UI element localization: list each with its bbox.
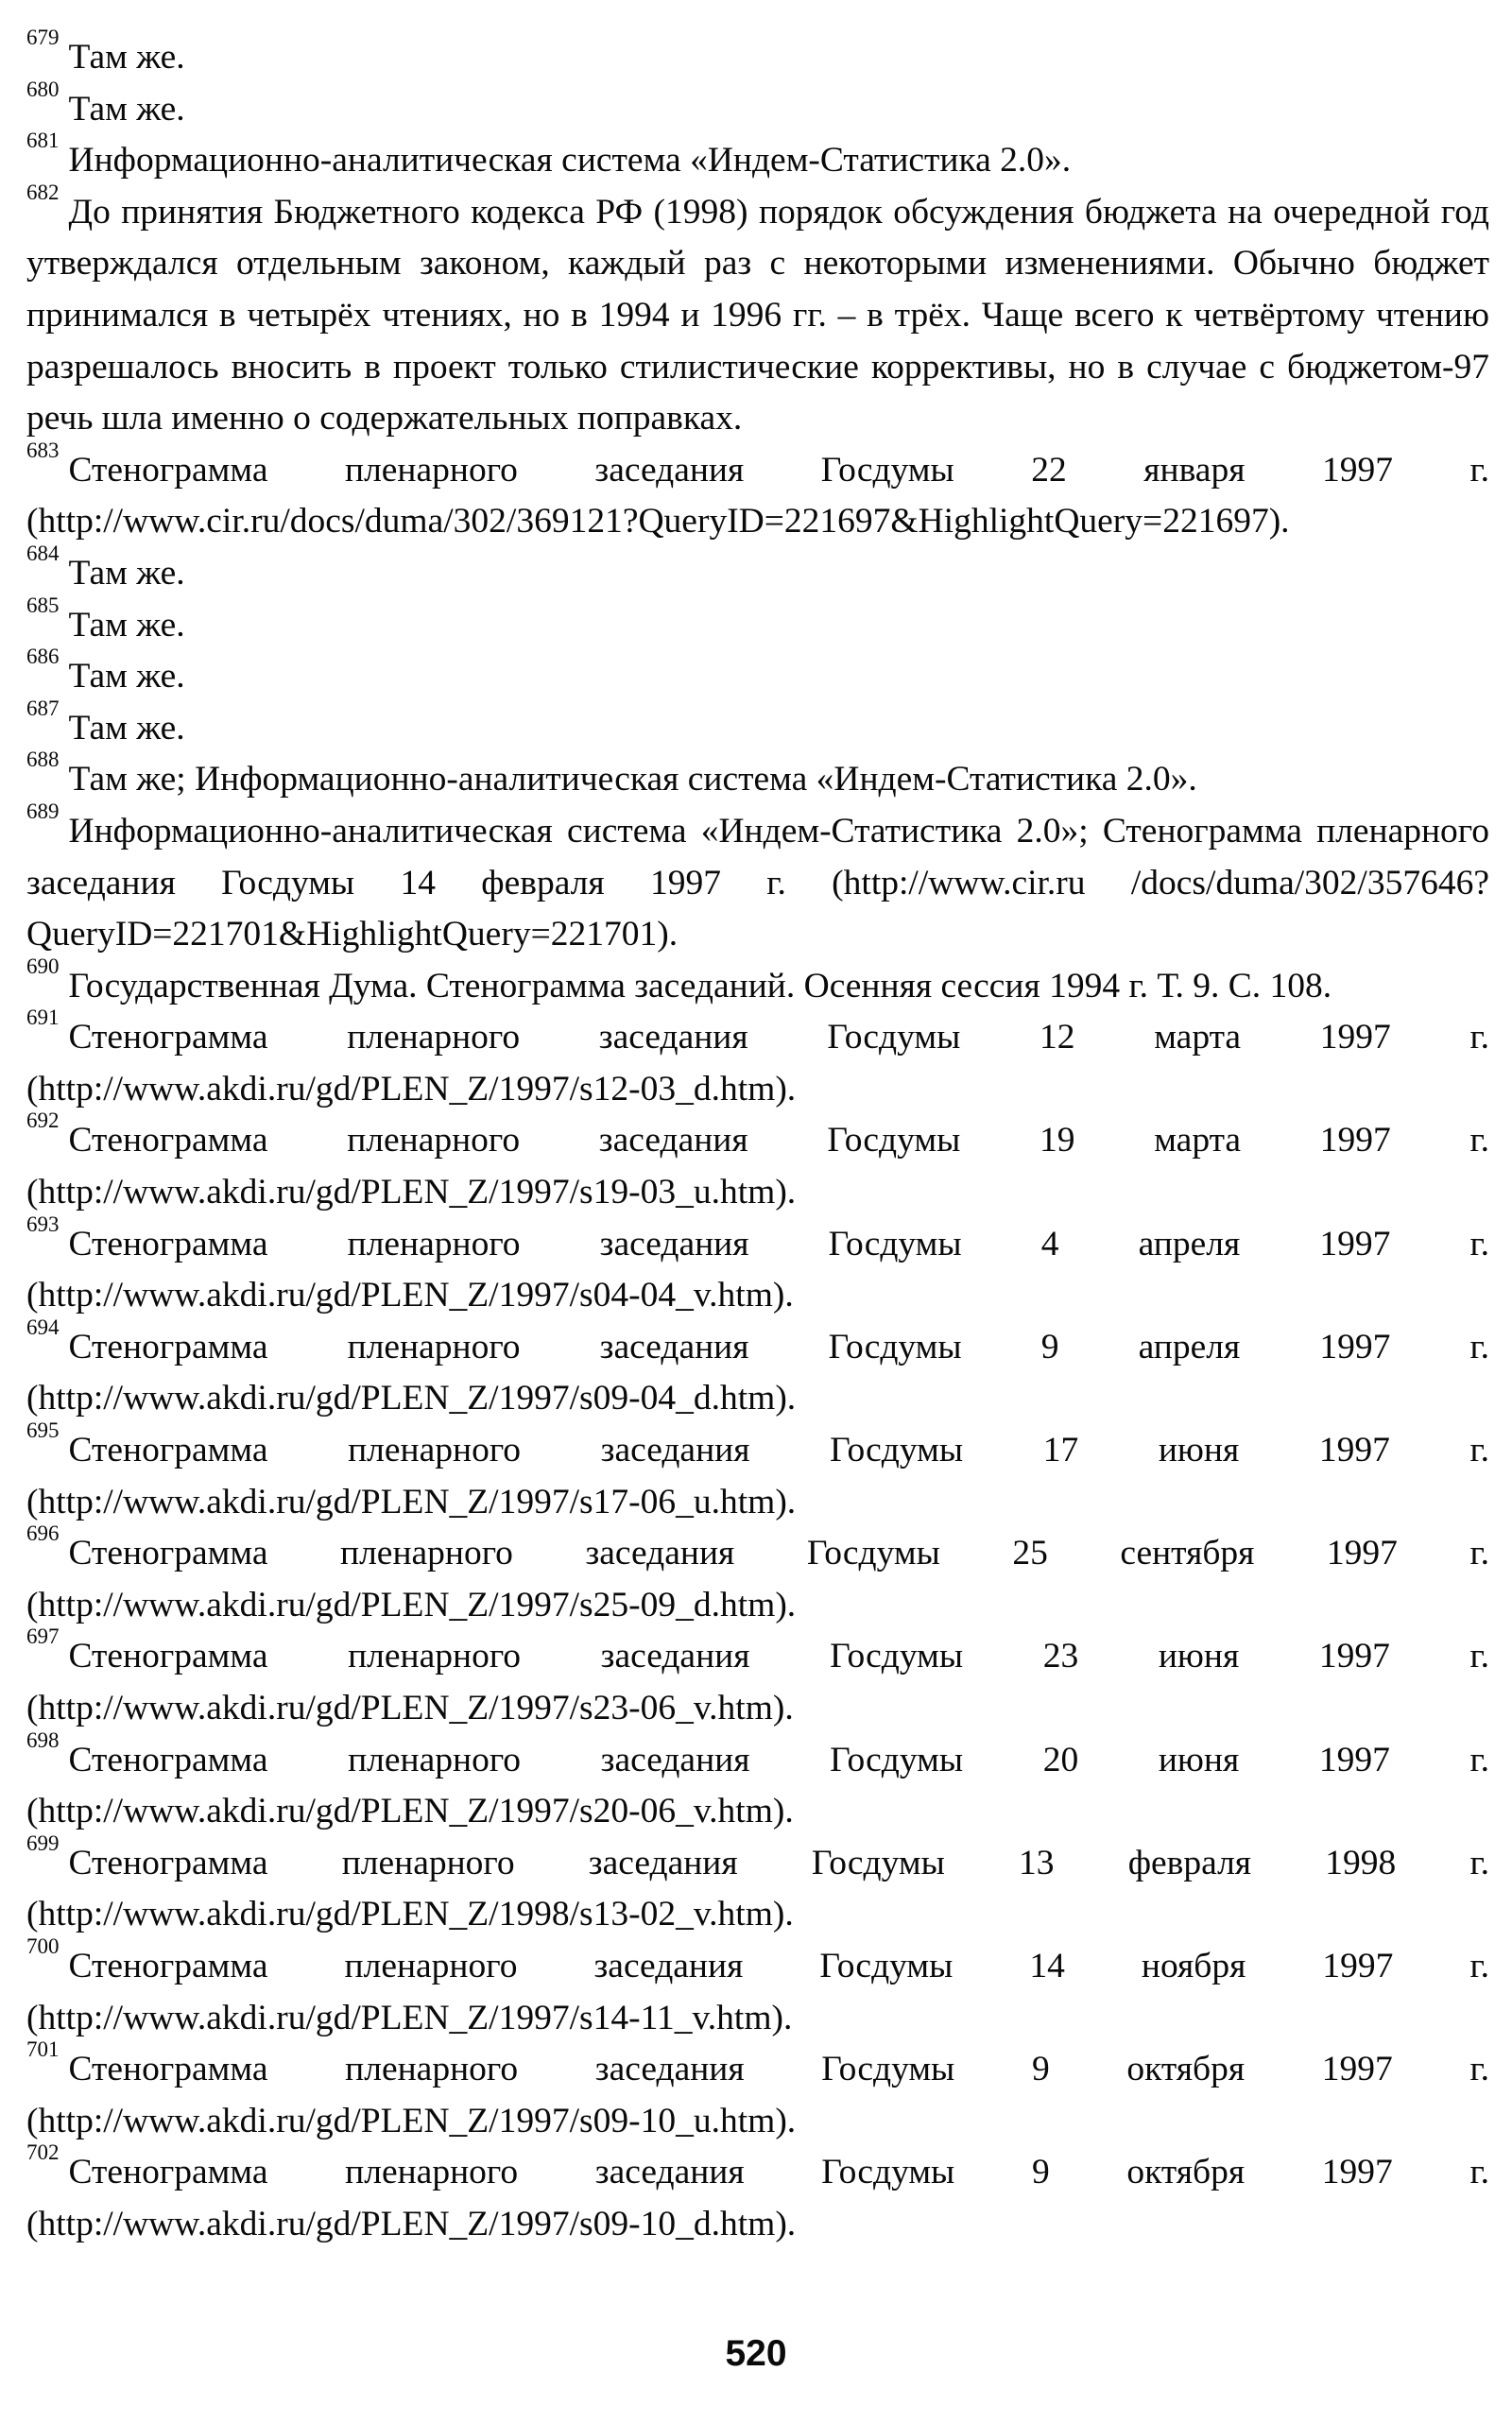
footnote (26, 2037, 1489, 2147)
footnote (26, 1212, 1489, 1322)
footnote-number: 701 (26, 2037, 60, 2062)
footnote-text: Там же. (68, 38, 185, 77)
footnote-number: 679 (26, 26, 60, 49)
footnote (26, 748, 1489, 806)
footnote-text: Стенограмма пленарного заседания Госдумы 14 ноября 1997 г. (http://www.akdi.ru/gd/PLEN_Z/1997/s14-11_v.htm). (26, 1946, 1489, 2037)
footnote (26, 1727, 1489, 1838)
footnote-text: Стенограмма пленарного заседания Госдумы 13 февраля 1998 г. (http://www.akdi.ru/gd/PLEN_Z/1998/s13-02_v.htm). (26, 1843, 1489, 1934)
footnote-number: 693 (26, 1212, 60, 1236)
footnote (26, 1315, 1489, 1425)
footnote-text: Там же. (68, 89, 185, 129)
footnote-number: 682 (26, 180, 60, 204)
footnote-text: Стенограмма пленарного заседания Госдумы 9 апреля 1997 г. (http://www.akdi.ru/gd/PLEN_Z/1997/s09-04_d.htm). (26, 1327, 1489, 1418)
footnote (26, 644, 1489, 703)
footnote-text: Там же. (68, 553, 185, 593)
footnote-text: Там же; Информационно-аналитическая система «Индем-Статистика 2.0». (68, 760, 1197, 799)
footnote-number: 680 (26, 77, 60, 101)
footnote-number: 702 (26, 2140, 60, 2165)
footnote-text: До принятия Бюджетного кодекса РФ (1998) порядок обсуждения бюджета на очередной год утверждался отдельным законом, каждый раз с некоторыми изменениями. Обычно бюджет принимался в четырёх чтениях, но в 1994 и 1996 гг. – в трёх. Чаще всего к четвёртому чтению разрешалось вносить в проект только стилистические коррективы, но в случае с бюджетом-97 речь шла именно о содержательных поправках. (26, 192, 1489, 438)
footnote (26, 1933, 1489, 2044)
footnote-number: 688 (26, 748, 60, 772)
footnote-text: Стенограмма пленарного заседания Госдумы 20 июня 1997 г. (http://www.akdi.ru/gd/PLEN_Z/1997/s20-06_v.htm). (26, 1740, 1489, 1831)
footnote-text: Стенограмма пленарного заседания Госдумы 9 октября 1997 г. (http://www.akdi.ru/gd/PLEN_Z/1997/s09-10_d.htm). (26, 2153, 1489, 2243)
footnote-text: Информационно-аналитическая система «Индем-Статистика 2.0»; Стенограмма пленарного заседания Госдумы 14 февраля 1997 г. (http://www.cir.ru /docs/duma/302/357646?QueryID=221701&HighlightQuery=221701). (26, 811, 1489, 954)
footnote (26, 77, 1489, 136)
footnote (26, 1418, 1489, 1528)
footnote-text: Информационно-аналитическая система «Индем-Статистика 2.0». (68, 141, 1072, 180)
footnote-text: Государственная Дума. Стенограмма заседаний. Осенняя сессия 1994 г. Т. 9. С. 108. (68, 966, 1332, 1005)
footnote (26, 2140, 1489, 2250)
footnote-number: 684 (26, 541, 60, 565)
footnote (26, 1830, 1489, 1941)
footnote-number: 690 (26, 954, 60, 978)
footnote-number: 683 (26, 438, 60, 462)
footnotes-list (26, 26, 1489, 2251)
footnote (26, 1108, 1489, 1218)
footnote-number: 689 (26, 799, 60, 823)
footnote (26, 438, 1489, 548)
footnote-number: 695 (26, 1418, 60, 1443)
footnote-number: 686 (26, 644, 60, 669)
footnote (26, 1005, 1489, 1115)
footnote (26, 541, 1489, 600)
footnote-text: Стенограмма пленарного заседания Госдумы 12 марта 1997 г. (http://www.akdi.ru/gd/PLEN_Z/1997/s12-03_d.htm). (26, 1018, 1489, 1108)
footnote-text: Стенограмма пленарного заседания Госдумы 17 июня 1997 г. (http://www.akdi.ru/gd/PLEN_Z/1997/s17-06_u.htm). (26, 1431, 1489, 1521)
footnote-text: Там же. (68, 708, 185, 748)
footnote-number: 697 (26, 1624, 60, 1649)
footnote (26, 1624, 1489, 1734)
footnote-text: Стенограмма пленарного заседания Госдумы 4 апреля 1997 г. (http://www.akdi.ru/gd/PLEN_Z/1997/s04-04_v.htm). (26, 1224, 1489, 1315)
footnote-text: Стенограмма пленарного заседания Госдумы 23 июня 1997 г. (http://www.akdi.ru/gd/PLEN_Z/1997/s23-06_v.htm). (26, 1637, 1489, 1727)
page-number: 520 (725, 2333, 787, 2374)
footnote (26, 593, 1489, 652)
footnote-number: 698 (26, 1727, 60, 1752)
footnote-number: 687 (26, 696, 60, 720)
footnote-number: 692 (26, 1108, 60, 1133)
footnote-text: Стенограмма пленарного заседания Госдумы 9 октября 1997 г. (http://www.akdi.ru/gd/PLEN_Z/1997/s09-10_u.htm). (26, 2050, 1489, 2140)
footnote (26, 799, 1489, 961)
footnote-number: 681 (26, 129, 60, 153)
footnote-number: 685 (26, 593, 60, 617)
footnote (26, 129, 1489, 187)
footnote (26, 954, 1489, 1013)
footnote-number: 691 (26, 1005, 60, 1030)
footnote (26, 26, 1489, 84)
footnote-number: 696 (26, 1521, 60, 1546)
footnote-text: Там же. (68, 605, 185, 644)
footnote-text: Стенограмма пленарного заседания Госдумы 19 марта 1997 г. (http://www.akdi.ru/gd/PLEN_Z/1997/s19-03_u.htm). (26, 1121, 1489, 1212)
footnote-number: 699 (26, 1830, 60, 1855)
footnote-text: Стенограмма пленарного заседания Госдумы 25 сентября 1997 г. (http://www.akdi.ru/gd/PLEN_Z/1997/s25-09_d.htm). (26, 1534, 1489, 1624)
footnote-number: 694 (26, 1315, 60, 1339)
footnote (26, 1521, 1489, 1631)
footnote-text: Там же. (68, 657, 185, 696)
footnote (26, 696, 1489, 755)
footnote (26, 180, 1489, 445)
footnote-text: Стенограмма пленарного заседания Госдумы 22 января 1997 г. (http://www.cir.ru/docs/duma/302/369121?QueryID=221697&HighlightQuery=221697). (26, 450, 1489, 541)
footnote-number: 700 (26, 1933, 60, 1958)
